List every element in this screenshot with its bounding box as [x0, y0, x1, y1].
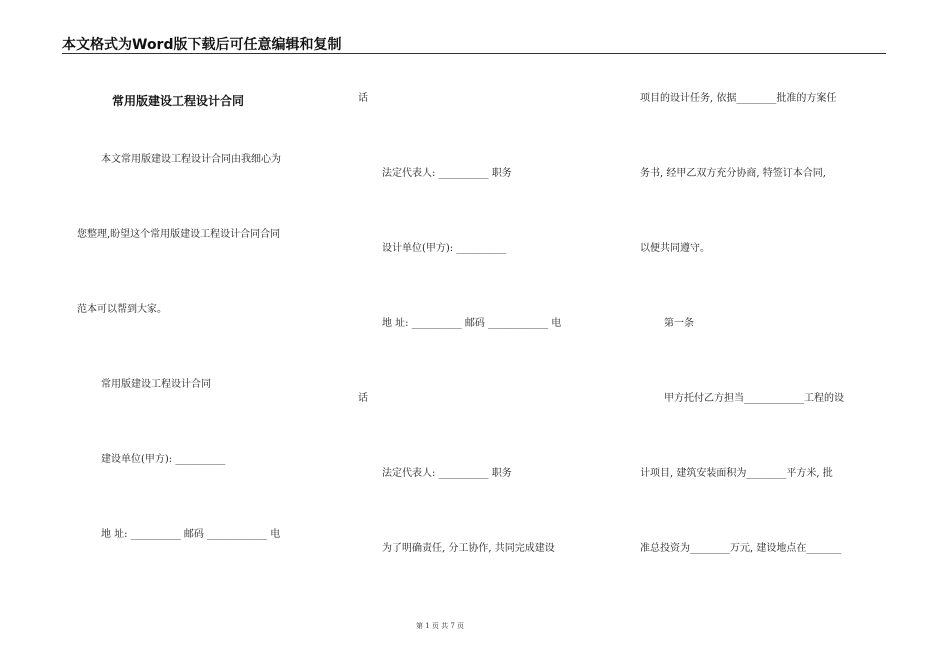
- col1-line-1: 本文常用版建设工程设计合同由我细心为: [101, 154, 281, 165]
- col2-line-4: 地 址: __________ 邮码 ____________ 电: [382, 318, 562, 329]
- col1-line-3: 范本可以帮到大家。: [77, 304, 167, 315]
- col3-line-7: 准总投资为________万元, 建设地点在_______: [640, 543, 842, 554]
- document-title: 常用版建设工程设计合同: [112, 94, 245, 108]
- col2-line-7: 为了明确责任, 分工协作, 共同完成建设: [382, 543, 555, 554]
- col2-line-2: 法定代表人: __________ 职务: [382, 168, 512, 179]
- document-header-title: 本文格式为Word版下载后可任意编辑和复制: [62, 37, 342, 53]
- col3-line-5: 甲方托付乙方担当____________工程的设: [664, 393, 844, 404]
- col2-line-3: 设计单位(甲方): __________: [382, 243, 507, 254]
- col1-line-4: 常用版建设工程设计合同: [101, 379, 211, 390]
- col2-line-1: 话: [358, 93, 368, 104]
- col2-line-5: 话: [358, 393, 368, 404]
- col3-line-4: 第一条: [664, 318, 694, 329]
- col3-line-6: 计项目, 建筑安装面积为________平方米, 批: [640, 468, 833, 479]
- header-divider: [62, 53, 886, 54]
- col1-line-5: 建设单位(甲方): __________: [101, 454, 226, 465]
- page-number: 第 1 页 共 7 页: [415, 622, 465, 630]
- col1-line-2: 您整理,盼望这个常用版建设工程设计合同合同: [77, 229, 281, 240]
- col1-line-6: 地 址: __________ 邮码 ____________ 电: [101, 529, 281, 540]
- col3-line-1: 项目的设计任务, 依据________批准的方案任: [640, 93, 837, 104]
- col3-line-2: 务书, 经甲乙双方充分协商, 特签订本合同,: [640, 168, 826, 179]
- col3-line-3: 以便共同遵守。: [640, 243, 710, 254]
- col2-line-6: 法定代表人: __________ 职务: [382, 468, 512, 479]
